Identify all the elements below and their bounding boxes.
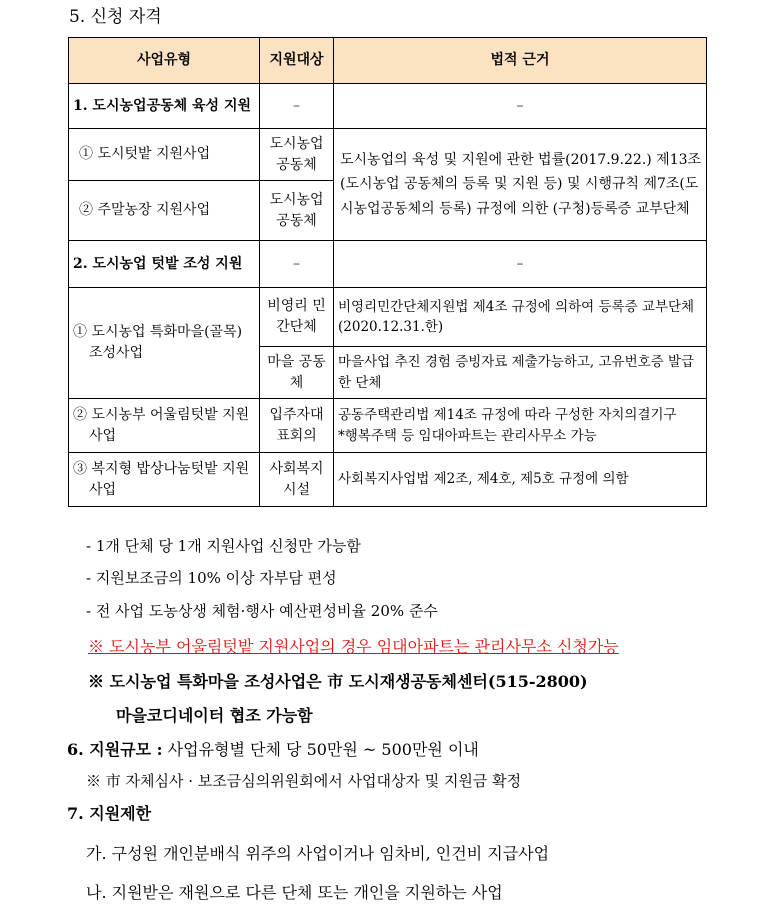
category-2-target: –	[260, 241, 334, 288]
item-3-target-a: 비영리 민간단체	[260, 288, 334, 347]
section7-title: 7. 지원제한	[67, 804, 152, 823]
item-2-target: 도시농업 공동체	[260, 181, 334, 241]
section7-item-1: 가. 구성원 개인분배식 위주의 사업이거나 임차비, 인건비 지급사업	[86, 844, 550, 863]
table-row	[69, 84, 707, 129]
section6-text: 사업유형별 단체 당 50만원 ~ 500만원 이내	[167, 740, 479, 759]
category-2-title: 2. 도시농업 텃밭 조성 지원	[69, 241, 260, 288]
table-row	[69, 129, 707, 181]
section6-title: 6. 지원규모 :	[67, 740, 163, 759]
note-1: - 1개 단체 당 1개 지원사업 신청만 가능함	[86, 537, 361, 555]
note-2: - 지원보조금의 10% 이상 자부담 편성	[86, 569, 337, 587]
section5-title: 5. 신청 자격	[69, 7, 162, 27]
item-4-basis-text: 공동주택관리법 제14조 규정에 따라 구성한 자치의결기구	[338, 407, 677, 424]
item-3-basis-b: 마을사업 추진 경험 증빙자료 제출가능하고, 고유번호증 발급한 단체	[334, 347, 707, 399]
item-1-title: ① 도시텃밭 지원사업	[69, 129, 260, 181]
header-business-type: 사업유형	[69, 38, 260, 84]
table-row	[69, 241, 707, 288]
item-3-title: ① 도시농업 특화마을(골목) 조성사업	[69, 288, 260, 399]
table-row	[69, 399, 707, 453]
section7-item-2: 나. 지원받은 재원으로 다른 단체 또는 개인을 지원하는 사업	[86, 883, 503, 902]
category-1-title: 1. 도시농업공동체 육성 지원	[69, 84, 260, 129]
item-5-basis: 사회복지사업법 제2조, 제4호, 제5호 규정에 의함	[334, 453, 707, 507]
item-5-title: ③ 복지형 밥상나눔텃밭 지원사업	[69, 453, 260, 507]
item-3-basis-a: 비영리민간단체지원법 제4조 규정에 의하여 등록증 교부단체(2020.12.31.한)	[334, 288, 707, 347]
item-4-basis-note: *행복주택 등 임대아파트는 관리사무소 가능	[338, 427, 597, 444]
red-note: ※ 도시농부 어울림텃밭 지원사업의 경우 임대아파트는 관리사무소 신청가능	[88, 637, 619, 656]
category-1-basis: –	[334, 84, 707, 129]
category-2-basis: –	[334, 241, 707, 288]
bold-note-1: ※ 도시농업 특화마을 조성사업은 市 도시재생공동체센터(515-2800)	[88, 672, 588, 691]
section6-note: ※ 市 자체심사 · 보조금심의위원회에서 사업대상자 및 지원금 확정	[86, 772, 522, 790]
item-4-basis	[334, 399, 707, 453]
eligibility-table	[68, 37, 707, 507]
category-1-target: –	[260, 84, 334, 129]
note-3: - 전 사업 도농상생 체험·행사 예산편성비율 20% 준수	[86, 602, 438, 620]
section6-line	[67, 737, 479, 760]
table-row	[69, 453, 707, 507]
table-header-row	[69, 38, 707, 84]
item-5-target: 사회복지 시설	[260, 453, 334, 507]
item-1-2-basis: 도시농업의 육성 및 지원에 관한 법률(2017.9.22.) 제13조(도시농업 공동체의 등록 및 지원 등) 및 시행규칙 제7조(도시농업공동체의 등록) 규정에 의한 (구청)등록증 교부단체	[334, 129, 707, 241]
header-target: 지원대상	[260, 38, 334, 84]
item-2-title: ② 주말농장 지원사업	[69, 181, 260, 241]
item-3-target-b: 마을 공동체	[260, 347, 334, 399]
item-4-target: 입주자대표회의	[260, 399, 334, 453]
item-1-target: 도시농업 공동체	[260, 129, 334, 181]
table-row	[69, 288, 707, 347]
item-4-title: ② 도시농부 어울림텃밭 지원사업	[69, 399, 260, 453]
header-legal-basis: 법적 근거	[334, 38, 707, 84]
bold-note-2: 마을코디네이터 협조 가능함	[116, 706, 313, 725]
